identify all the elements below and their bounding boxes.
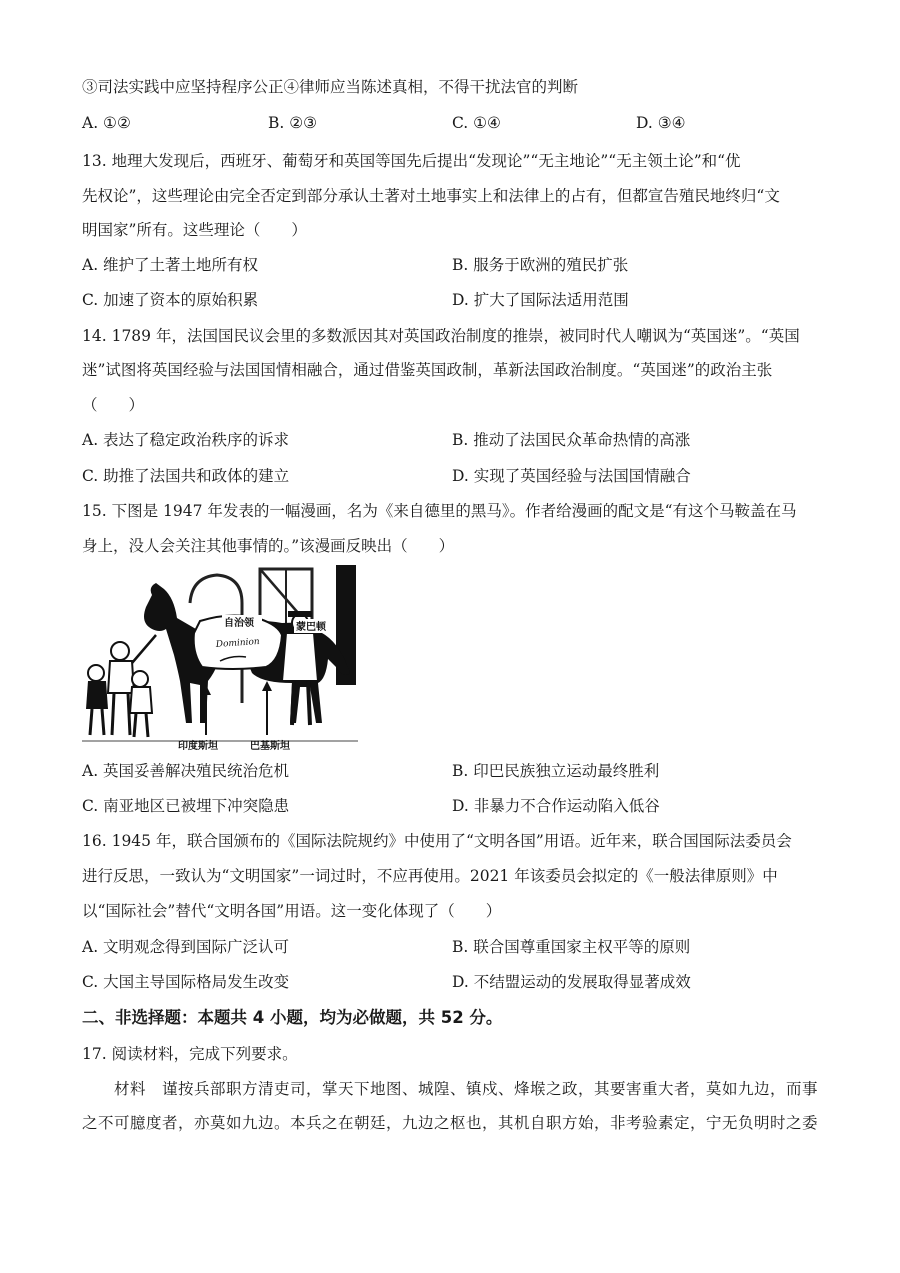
q15-line-1: 15. 下图是 1947 年发表的一幅漫画，名为《来自德里的黑马》。作者给漫画的配文是“有这个马鞍盖在马 xyxy=(82,502,797,520)
q16-line-1: 16. 1945 年，联合国颁布的《国际法院规约》中使用了“文明各国”用语。近年来，联合国国际法委员会 xyxy=(82,832,792,850)
q13-option-a: A. 维护了土著土地所有权 xyxy=(82,256,259,274)
q15-option-d: D. 非暴力不合作运动陷入低谷 xyxy=(452,797,660,815)
svg-text:Dominion: Dominion xyxy=(215,636,261,650)
q15-option-b: B. 印巴民族独立运动最终胜利 xyxy=(452,762,660,780)
officer-body-shape xyxy=(282,633,318,681)
q14-line-2: 迷”试图将英国经验与法国国情相融合，通过借鉴英国政制，革新法国政治制度。“英国迷”的政治主张 xyxy=(82,361,773,379)
q14-line-3: （ ） xyxy=(82,396,145,414)
label-hindustan: 印度斯坦 xyxy=(178,741,218,752)
q12-option-b: B. ②③ xyxy=(268,114,318,132)
q12-option-a: A. ①② xyxy=(82,114,131,132)
q15-option-c: C. 南亚地区已被埋下冲突隐患 xyxy=(82,797,290,815)
q14-option-b: B. 推动了法国民众革命热情的高涨 xyxy=(452,431,691,449)
q14-option-d: D. 实现了英国经验与法国国情融合 xyxy=(452,467,691,485)
q13-line-2: 先权论”，这些理论由完全否定到部分承认土著对土地事实上和法律上的占有，但都宣告殖民地终归“文 xyxy=(82,187,780,205)
q14-option-c: C. 助推了法国共和政体的建立 xyxy=(82,467,290,485)
q16-option-a: A. 文明观念得到国际广泛认可 xyxy=(82,938,290,956)
q12-option-c: C. ①④ xyxy=(452,114,501,132)
q13-option-d: D. 扩大了国际法适用范围 xyxy=(452,291,629,309)
label-dominion: 自治领 xyxy=(224,618,254,629)
q12-option-d: D. ③④ xyxy=(636,114,686,132)
q17-material-line-1: 材料 谨按兵部职方清吏司，掌天下地图、城隍、镇戍、烽堠之政，其要害重大者，莫如九边，而事 xyxy=(82,1080,819,1098)
q13-option-b: B. 服务于欧洲的殖民扩张 xyxy=(452,256,629,274)
q13-line-3: 明国家”所有。这些理论（ ） xyxy=(82,221,307,239)
q15-line-2: 身上，没人会关注其他事情的。”该漫画反映出（ ） xyxy=(82,537,455,555)
label-mountbatten: 蒙巴顿 xyxy=(296,622,326,633)
q16-option-c: C. 大国主导国际格局发生改变 xyxy=(82,973,290,991)
q12-statement: ③司法实践中应坚持程序公正④律师应当陈述真相，不得干扰法官的判断 xyxy=(82,78,579,96)
q16-option-b: B. 联合国尊重国家主权平等的原则 xyxy=(452,938,691,956)
q16-option-d: D. 不结盟运动的发展取得显著成效 xyxy=(452,973,691,991)
q17-intro: 17. 阅读材料，完成下列要求。 xyxy=(82,1045,298,1063)
q13-line-1: 13. 地理大发现后，西班牙、葡萄牙和英国等国先后提出“发现论”“无主地论”“无主领土论”和“优 xyxy=(82,152,741,170)
section-2-heading: 二、非选择题：本题共 4 小题，均为必做题，共 52 分。 xyxy=(82,1008,503,1027)
label-pakistan: 巴基斯坦 xyxy=(250,741,290,752)
q14-option-a: A. 表达了稳定政治秩序的诉求 xyxy=(82,431,290,449)
q16-line-3: 以“国际社会”替代“文明各国”用语。这一变化体现了（ ） xyxy=(82,902,502,920)
q17-material-line-2: 之不可臆度者，亦莫如九边。本兵之在朝廷，九边之枢也，其机自职方始，非考验素定，宁无负明时之委 xyxy=(82,1114,819,1132)
q14-line-1: 14. 1789 年，法国国民议会里的多数派因其对英国政治制度的推崇，被同时代人嘲讽为“英国迷”。“英国 xyxy=(82,327,800,345)
q13-option-c: C. 加速了资本的原始积累 xyxy=(82,291,259,309)
black-horse-cartoon xyxy=(82,563,358,753)
q16-line-2: 进行反思，一致认为“文明国家”一词过时，不应再使用。2021 年该委员会拟定的《一般法律原则》中 xyxy=(82,867,778,885)
q15-option-a: A. 英国妥善解决殖民统治危机 xyxy=(82,762,290,780)
